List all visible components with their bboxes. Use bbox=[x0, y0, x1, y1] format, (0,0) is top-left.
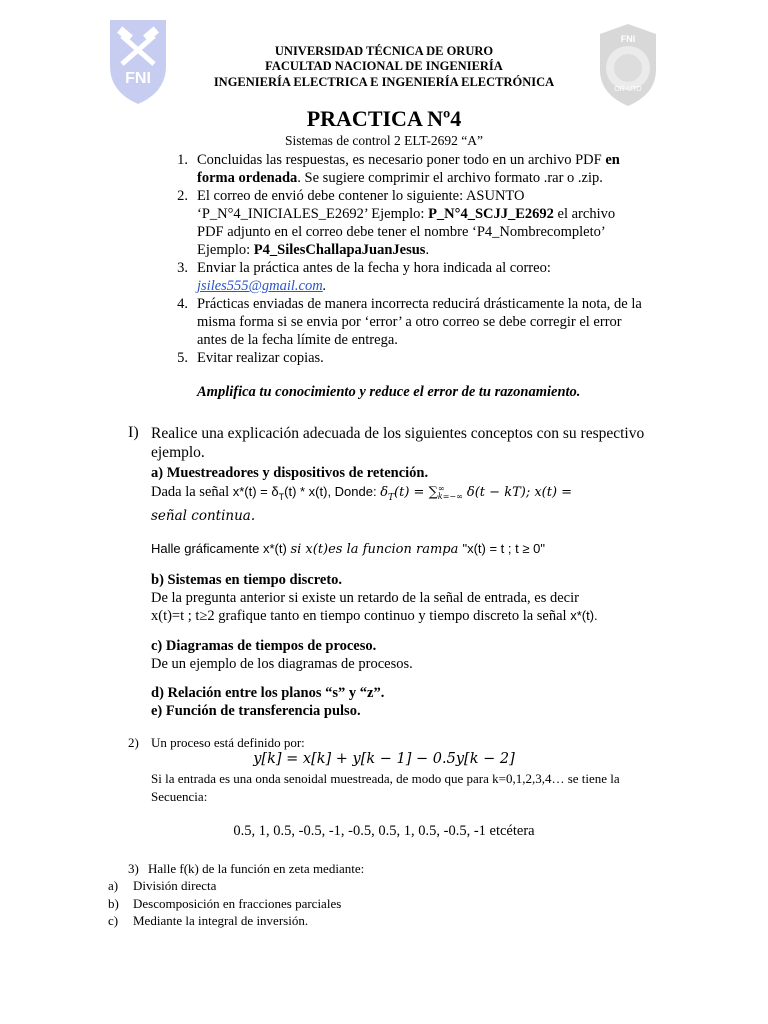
question-text: Realice una explicación adecuada de los siguientes conceptos con su respectivo bbox=[151, 425, 645, 442]
formula: x*(t) bbox=[263, 540, 291, 556]
rule-text: Enviar la práctica antes de la fecha y hora indicada al correo: bbox=[197, 260, 551, 276]
part-text: x(t)=t ; t≥2 grafique tanto en tiempo continuo y tiempo discreto la señal bbox=[151, 607, 571, 624]
logo-right-sub: OR-UTO bbox=[614, 86, 642, 93]
university-name: UNIVERSIDAD TÉCNICA DE ORURO bbox=[274, 44, 494, 58]
formula: (t) * x(t), Donde: bbox=[284, 484, 381, 499]
part-b-line-1: De la pregunta anterior si existe un retardo de la señal de entrada, es decir bbox=[151, 589, 579, 606]
question-text: Secuencia: bbox=[151, 788, 208, 804]
question-text: ejemplo. bbox=[151, 444, 205, 461]
rule-text: antes de la fecha límite de entrega. bbox=[197, 332, 398, 348]
filename-example: P4_SilesChallapaJuanJesus bbox=[253, 242, 426, 258]
formula-subscript: T bbox=[388, 492, 395, 503]
logo-right-text: FNI bbox=[620, 34, 636, 44]
part-c-line-1: De un ejemplo de los diagramas de procesos. bbox=[151, 655, 413, 672]
part-a-line-3 bbox=[151, 540, 671, 559]
part-e-title: e) Función de transferencia pulso. bbox=[151, 702, 361, 719]
part-a-line-1 bbox=[151, 483, 671, 507]
part-text: Halle gráficamente bbox=[151, 540, 263, 556]
rule-number: 1. bbox=[177, 152, 188, 168]
formula: x*(t). bbox=[570, 607, 598, 623]
list-item bbox=[108, 895, 648, 913]
rule-2 bbox=[168, 187, 668, 259]
rule-text-bold: en bbox=[605, 152, 620, 168]
input-sequence: 0.5, 1, 0.5, -0.5, -1, -0.5, 0.5, 1, 0.5, -0.5, -1 etcétera bbox=[233, 823, 535, 839]
rule-text: . Se sugiere comprimir el archivo formato .rar o .zip. bbox=[297, 170, 603, 186]
rule-5 bbox=[168, 349, 668, 367]
question-text: Si la entrada es una onda senoidal muestreada, de modo que para k=0,1,2,3,4… se tiene la bbox=[151, 771, 620, 786]
rule-text: El correo de envió debe contener lo siguiente: ASUNTO bbox=[197, 188, 525, 204]
rule-text: PDF adjunto en el correo debe tener el nombre ‘P4_Nombrecompleto’ bbox=[197, 224, 606, 240]
difference-equation: y[k] = x[k] + y[k − 1] − 0.5y[k − 2] bbox=[253, 751, 515, 767]
part-b-title: b) Sistemas en tiempo discreto. bbox=[151, 571, 343, 588]
part-d-title: d) Relación entre los planos “s” y “z”. bbox=[151, 684, 385, 701]
item-text: Descomposición en fracciones parciales bbox=[133, 895, 342, 911]
subject-example: P_N°4_SCJJ_E2692 bbox=[428, 206, 554, 222]
formula: "x(t) = t ; t ≥ 0" bbox=[462, 540, 545, 556]
rule-text: ‘P_N°4_INICIALES_E2692’ Ejemplo: bbox=[197, 206, 429, 222]
rule-text: misma forma si se envia por ‘error’ a otro correo se debe corregir el error bbox=[197, 314, 622, 330]
rule-text: . bbox=[322, 278, 327, 294]
rule-number: 2. bbox=[177, 188, 188, 204]
list-item bbox=[108, 912, 648, 930]
rule-number: 3. bbox=[177, 260, 188, 276]
rule-text: Ejemplo: bbox=[197, 242, 254, 258]
formula: si x(t)es la funcion rampa bbox=[290, 541, 463, 557]
question-2-text bbox=[151, 770, 671, 805]
question-text: Halle f(k) de la función en zeta mediante: bbox=[148, 861, 365, 876]
part-c-title: c) Diagramas de tiempos de proceso. bbox=[151, 637, 377, 654]
question-number: I) bbox=[128, 424, 139, 441]
email-link[interactable]: jsiles555@gmail.com bbox=[197, 278, 323, 294]
formula: δ bbox=[380, 485, 389, 500]
question-3-items bbox=[108, 877, 648, 930]
rule-text: Evitar realizar copias. bbox=[197, 350, 324, 366]
part-b-line-2 bbox=[151, 607, 671, 625]
faculty-name: FACULTAD NACIONAL DE INGENIERÍA bbox=[265, 59, 503, 73]
question-number: 2) bbox=[128, 735, 139, 750]
part-a-line-2: señal continua. bbox=[151, 507, 256, 524]
logo-left-text: FNI bbox=[125, 70, 151, 87]
question-number: 3) bbox=[128, 861, 139, 876]
rule-text-bold: forma ordenada bbox=[197, 170, 298, 186]
item-text: Mediante la integral de inversión. bbox=[133, 913, 309, 928]
part-text: Dada la señal bbox=[151, 484, 233, 500]
rule-number: 5. bbox=[177, 350, 188, 366]
rule-text: Prácticas enviadas de manera incorrecta reducirá drásticamente la nota, de la bbox=[197, 296, 642, 312]
part-a-title: a) Muestreadores y dispositivos de retención. bbox=[151, 465, 429, 481]
rule-1 bbox=[168, 151, 668, 187]
formula: (t) = ∑ bbox=[394, 485, 438, 500]
formula: x*(t) = δ bbox=[232, 484, 279, 499]
rule-text: . bbox=[425, 242, 430, 258]
formula-subscript: T bbox=[278, 491, 285, 502]
page-title: PRACTICA Nº4 bbox=[306, 106, 462, 131]
rule-4 bbox=[168, 295, 668, 349]
item-text: División directa bbox=[133, 878, 217, 893]
rule-number: 4. bbox=[177, 296, 188, 312]
item-label: a) bbox=[108, 878, 119, 893]
question-1-parts bbox=[151, 464, 671, 720]
formula: δ(t − kT); x(t) = bbox=[462, 485, 573, 500]
sum-upper-limit: ∞ bbox=[437, 483, 445, 493]
rule-3 bbox=[168, 259, 668, 295]
rule-text: Concluidas las respuestas, es necesario poner todo en un archivo PDF bbox=[197, 152, 606, 168]
item-label: c) bbox=[108, 913, 119, 928]
department-name: INGENIERÍA ELECTRICA E INGENIERÍA ELECTRÓNICA bbox=[213, 75, 555, 89]
page-subtitle: Sistemas de control 2 ELT-2692 “A” bbox=[284, 133, 484, 148]
item-label: b) bbox=[108, 895, 119, 911]
rule-text: el archivo bbox=[553, 206, 616, 222]
motto: Amplifica tu conocimiento y reduce el error de tu razonamiento. bbox=[197, 384, 581, 400]
list-item bbox=[108, 877, 648, 895]
sum-lower-limit: k=−∞ bbox=[437, 491, 463, 501]
question-text: Un proceso está definido por: bbox=[151, 735, 305, 750]
rules-list bbox=[168, 151, 668, 367]
